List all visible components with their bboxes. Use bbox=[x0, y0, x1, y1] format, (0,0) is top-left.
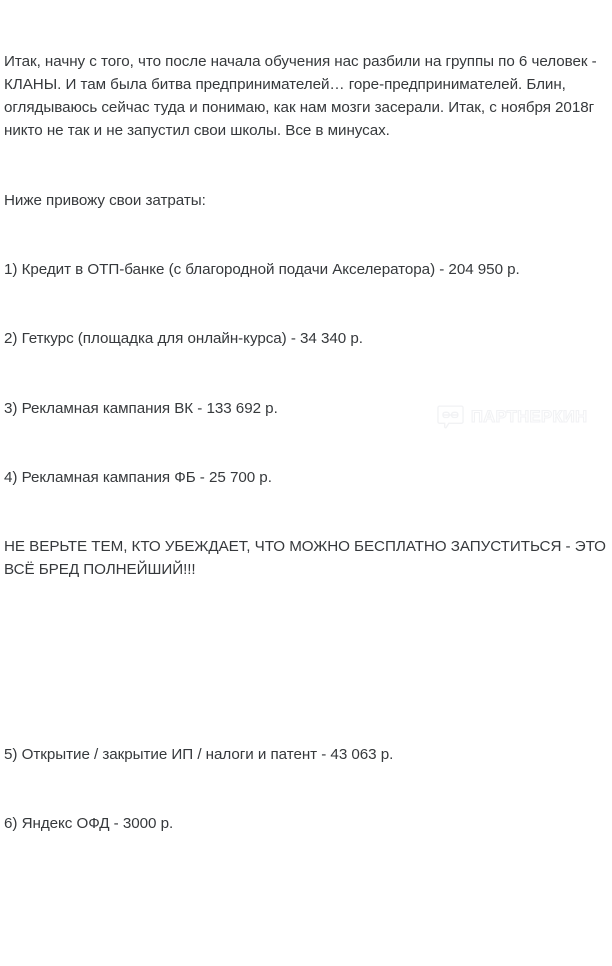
post-line-expenses-intro: Ниже привожу свои затраты: bbox=[4, 191, 206, 209]
expense-item-6: 5) Открытие / закрытие ИП / налоги и патент - 43 063 р. bbox=[4, 746, 394, 763]
expense-item-3: 3) Рекламная кампания ВК - 133 692 р. bbox=[4, 399, 278, 417]
expense-item-4: 4) Рекламная кампания ФБ - 25 700 р. bbox=[4, 468, 272, 486]
blank-line-1 bbox=[4, 628, 606, 651]
post-paragraph-warning: НЕ ВЕРЬТЕ ТЕМ, КТО УБЕЖДАЕТ, ЧТО МОЖНО БЕСПЛАТНО ЗАПУСТИТЬСЯ - ЭТО ВСЁ БРЕД ПОЛНЕЙШИЙ!!! bbox=[4, 538, 611, 579]
expense-item-7: 6) Яндекс ОФД - 3000 р. bbox=[4, 815, 174, 833]
blank-line-2 bbox=[4, 882, 606, 905]
post-paragraph-intro: Итак, начну с того, что после начала обучения нас разбили на группы по 6 человек - КЛАНЫ. И там была битва предпринимателей… горе-предпринимателей. Блин, оглядываюсь сейчас туда и понимаю, как нам мозги засерали. Итак, с ноября 2018г никто не так и не запустил свои школы. Все в минусах. bbox=[4, 53, 601, 140]
expense-item-2: 2) Геткурс (площадка для онлайн-курса) - 34 340 р. bbox=[4, 330, 363, 348]
watermark-label: ПАРТНЕРКИН bbox=[471, 408, 588, 427]
expense-item-1: 1) Кредит в ОТП-банке (с благородной подачи Акселератора) - 204 950 р. bbox=[4, 261, 520, 279]
